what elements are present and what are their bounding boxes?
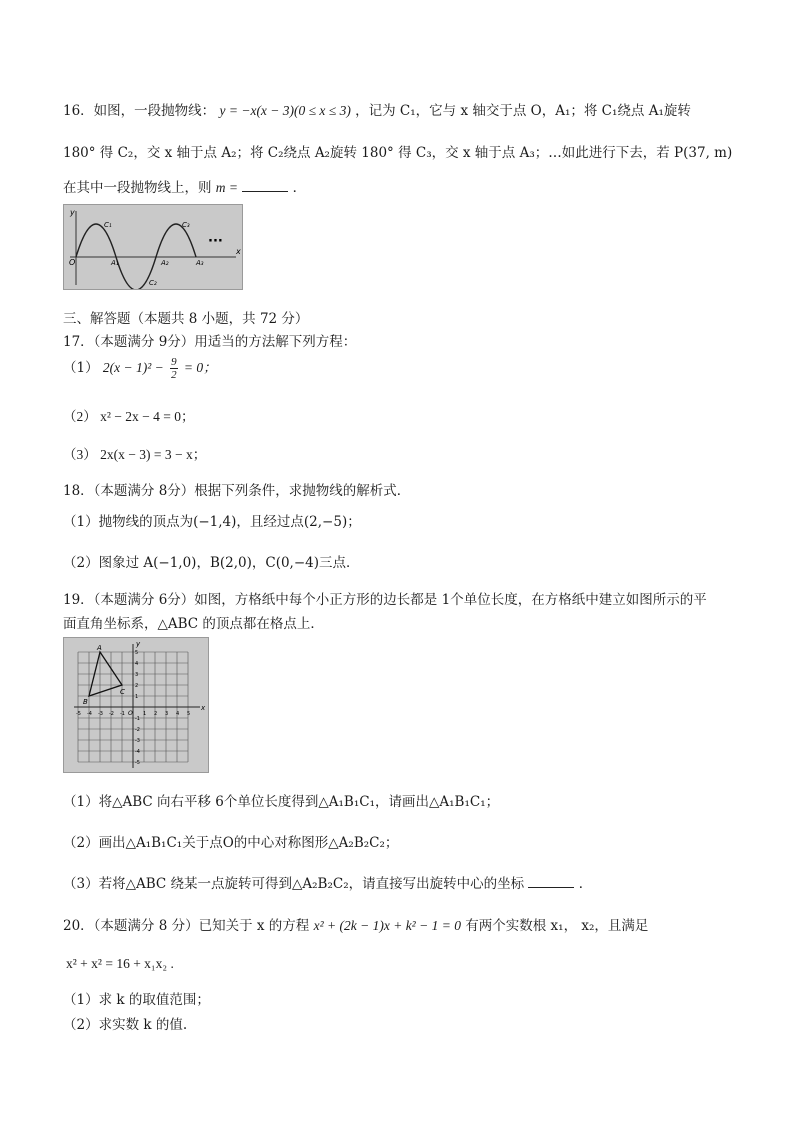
q20-text-a: 20．（本题满分 8 分）已知关于 x 的方程 (63, 918, 310, 934)
q20-part-1: （1）求 k 的取值范围； (63, 992, 210, 1008)
svg-text:4: 4 (176, 711, 180, 717)
svg-text:2: 2 (154, 711, 158, 717)
q19-line-2: 面直角坐标系，△ABC 的顶点都在格点上． (63, 616, 324, 632)
vertex-b-label: B (83, 698, 88, 706)
x-label: x (236, 247, 241, 256)
svg-text:-1: -1 (135, 716, 140, 722)
q16-equation: y = −x(x − 3)(0 ≤ x ≤ 3) (219, 103, 351, 118)
q20-text-b: 有两个实数根 x₁， x₂，且满足 (465, 918, 649, 934)
q16-period: ． (292, 180, 307, 196)
q16-text-b: ，记为 C₁，它与 x 轴交于点 O，A₁；将 C₁绕点 A₁旋转 (355, 103, 691, 119)
svg-text:3: 3 (165, 711, 169, 717)
a1-label: A₁ (111, 259, 119, 267)
q17-part-1 (63, 356, 217, 381)
c3-label: C₃ (182, 221, 190, 229)
svg-text:1: 1 (135, 694, 139, 700)
fraction-denominator: 2 (171, 369, 177, 381)
q17-p1-fraction (170, 356, 178, 381)
q16-parabola-figure (63, 204, 243, 290)
svg-text:-2: -2 (109, 711, 114, 717)
fraction-numerator: 9 (171, 356, 177, 368)
q19-part-2: （2）画出△A₁B₁C₁关于点O的中心对称图形△A₂B₂C₂； (63, 835, 399, 851)
q16-figure-svg (64, 205, 242, 289)
q19-part-1: （1）将△ABC 向右平移 6个单位长度得到△A₁B₁C₁，请画出△A₁B₁C₁； (63, 794, 500, 810)
section-3-heading: 三、解答题（本题共 8 小题，共 72 分） (63, 311, 309, 327)
q18-part-2: （2）图象过 A(−1,0)，B(2,0)，C(0,−4)三点． (63, 555, 360, 571)
q17-p1-label: （1） (63, 360, 99, 376)
q17-p1-equation-a: 2(x − 1)² − (102, 360, 164, 375)
c1-label: C₁ (104, 221, 112, 229)
q18-title: 18．（本题满分 8分）根据下列条件，求抛物线的解析式． (63, 483, 411, 499)
grid-x-label: x (201, 704, 206, 712)
origin-label: O (69, 258, 76, 267)
continuation-dots: ··· (208, 234, 223, 249)
q16-line-3 (63, 176, 306, 196)
svg-text:-4: -4 (135, 749, 140, 755)
vertex-a-label: A (97, 644, 102, 652)
svg-text:2: 2 (135, 683, 139, 689)
svg-text:5: 5 (187, 711, 191, 717)
svg-text:4: 4 (135, 661, 139, 667)
svg-text:-5: -5 (76, 711, 81, 717)
q16-line-1 (63, 99, 691, 119)
q18-part-1: （1）抛物线的顶点为(−1,4)，且经过点(2,−5)； (63, 514, 361, 530)
q20-line-1 (63, 914, 648, 934)
svg-text:-1: -1 (120, 711, 125, 717)
vertex-c-label: C (120, 688, 125, 696)
svg-text:-3: -3 (135, 738, 140, 744)
svg-text:-3: -3 (98, 711, 103, 717)
q16-variable-m: m = (215, 180, 239, 195)
q17-part-2: （2） x² − 2x − 4 = 0； (63, 409, 195, 424)
q17-title: 17．（本题满分 9分）用适当的方法解下列方程： (63, 334, 357, 350)
q16-text-a: 16．如图，一段抛物线： (63, 103, 216, 119)
q19-p3-period: ． (578, 876, 593, 892)
q19-answer-blank[interactable] (528, 875, 574, 888)
q19-line-1: 19．（本题满分 6分）如图，方格纸中每个小正方形的边长都是 1个单位长度，在方格纸中建立如图所示的平 (63, 592, 707, 608)
q17-part-3: （3） 2x(x − 3) = 3 − x； (63, 447, 207, 462)
svg-text:-5: -5 (135, 760, 140, 766)
svg-text:-4: -4 (87, 711, 92, 717)
svg-text:5: 5 (135, 650, 139, 656)
q17-p1-equation-b: = 0； (183, 360, 217, 375)
q20-condition: x² + x² = 16 + x₁x₂ . (66, 956, 174, 971)
q16-line-2: 180° 得 C₂，交 x 轴于点 A₂；将 C₂绕点 A₂旋转 180° 得 C₃，交 x 轴于点 A₃；…如此进行下去，若 P(37, m) (63, 145, 733, 161)
q19-grid-svg (64, 638, 208, 772)
svg-text:3: 3 (135, 672, 139, 678)
q19-part-3 (63, 872, 592, 892)
a3-label: A₃ (196, 259, 204, 267)
q20-equation: x² + (2k − 1)x + k² − 1 = 0 (313, 918, 461, 933)
q19-grid-figure (63, 637, 209, 773)
svg-text:1: 1 (143, 711, 147, 717)
q20-part-2: （2）求实数 k 的值. (63, 1017, 188, 1033)
grid-y-label: y (136, 640, 141, 648)
svg-text:-2: -2 (135, 727, 140, 733)
q16-text-c: 在其中一段抛物线上，则 (63, 180, 212, 196)
y-tick-labels (135, 650, 140, 766)
q19-p3-text: （3）若将△ABC 绕某一点旋转可得到△A₂B₂C₂，请直接写出旋转中心的坐标 (63, 876, 525, 892)
y-label: y (70, 208, 75, 217)
a2-label: A₂ (161, 259, 169, 267)
q16-answer-blank[interactable] (242, 179, 288, 192)
grid-origin-label: O (128, 710, 133, 717)
c2-label: C₂ (149, 279, 157, 287)
